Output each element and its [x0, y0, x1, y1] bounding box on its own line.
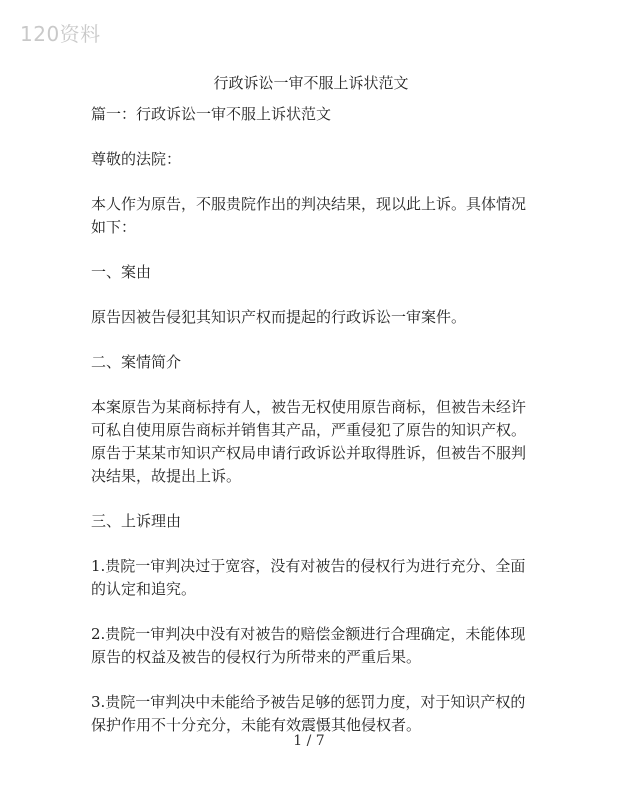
section-body-case-summary: 本案原告为某商标持有人，被告无权使用原告商标，但被告未经许可私自使用原告商标并销售其产品，严重侵犯了原告的知识产权。原告于某某市知识产权局申请行政诉讼并取得胜诉，但被告不服判决结果，故提出上诉。	[91, 398, 527, 485]
appeal-reason-item: 2.贵院一审判决中没有对被告的赔偿金额进行合理确定，未能体现原告的权益及被告的侵权行为所带来的严重后果。	[91, 625, 526, 666]
document-subtitle: 篇一：行政诉讼一审不服上诉状范文	[91, 105, 332, 123]
section-heading-appeal-reasons: 三、上诉理由	[91, 512, 182, 530]
appeal-reason-item: 3.贵院一审判决中未能给予被告足够的惩罚力度，对于知识产权的保护作用不十分充分，未能有效震慑其他侵权者。	[91, 693, 526, 734]
watermark-logo: 120资料	[20, 22, 101, 46]
page-number: 1 / 7	[293, 733, 325, 749]
document-body	[91, 73, 531, 737]
section-body-case-cause: 原告因被告侵犯其知识产权而提起的行政诉讼一审案件。	[91, 308, 467, 326]
document-title: 行政诉讼一审不服上诉状范文	[213, 74, 409, 92]
section-heading-case-cause: 一、案由	[91, 263, 152, 281]
salutation: 尊敬的法院：	[91, 150, 182, 168]
appeal-reason-item: 1.贵院一审判决过于宽容，没有对被告的侵权行为进行充分、全面的认定和追究。	[91, 557, 526, 598]
section-heading-case-summary: 二、案情简介	[91, 353, 182, 371]
intro-paragraph: 本人作为原告，不服贵院作出的判决结果，现以此上诉。具体情况如下：	[91, 195, 527, 236]
